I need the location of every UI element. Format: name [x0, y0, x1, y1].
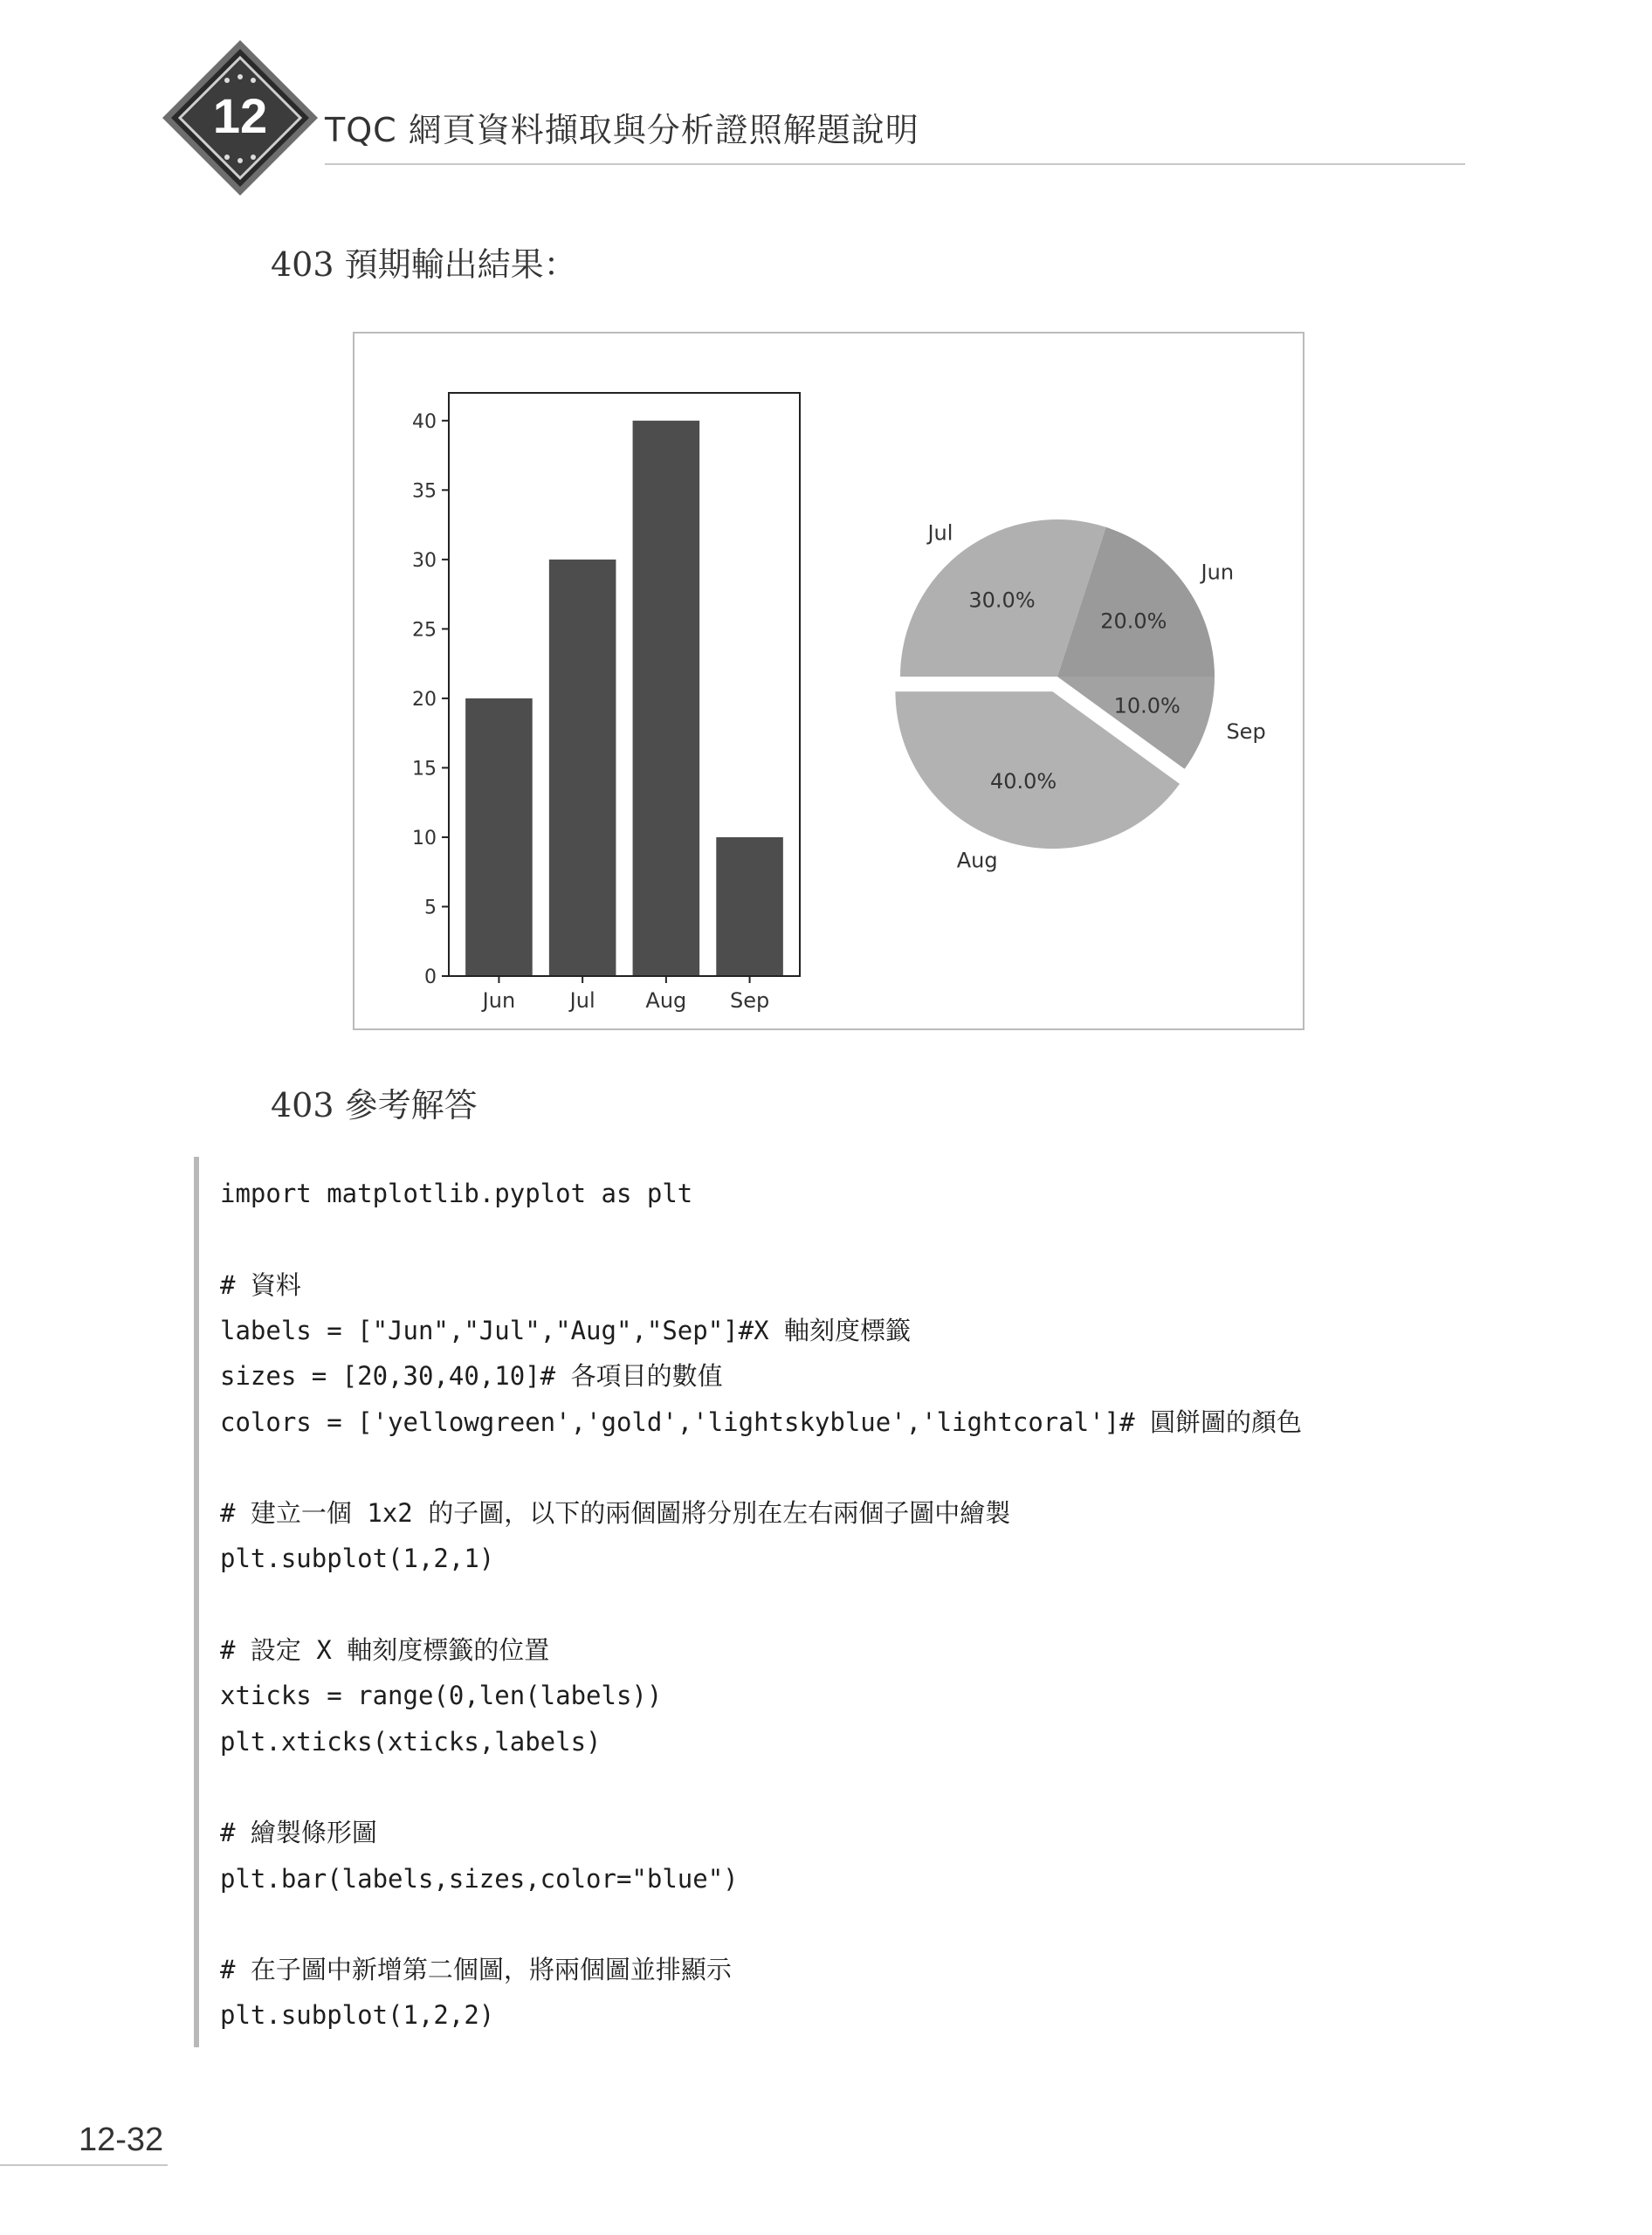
bar: [716, 837, 783, 976]
chapter-number: 12: [212, 88, 268, 143]
pie-label: Sep: [1226, 719, 1266, 744]
bar: [633, 421, 700, 976]
page-header: [0, 0, 1652, 210]
code-line: # 建立一個 1x2 的子圖，以下的兩個圖將分別在左右兩個子圖中繪製: [220, 1498, 1011, 1529]
y-tick-label: 5: [424, 897, 437, 919]
pie-pct-label: 30.0%: [968, 588, 1036, 613]
chapter-badge: [157, 35, 323, 201]
x-tick-label: Sep: [729, 988, 770, 1013]
code-line: # 設定 X 軸刻度標籤的位置: [220, 1635, 550, 1665]
pie-label: Jul: [927, 520, 953, 546]
y-tick-label: 30: [412, 549, 437, 572]
code-line: plt.subplot(1,2,2): [220, 2000, 495, 2031]
y-tick-label: 20: [412, 688, 437, 711]
y-tick-label: 0: [424, 966, 437, 988]
code-line: sizes = [20,30,40,10]# 各項目的數值: [220, 1361, 723, 1392]
pie-label: Jun: [1201, 560, 1235, 585]
y-tick-label: 40: [412, 410, 437, 433]
x-tick-label: Jul: [569, 988, 595, 1013]
bar: [465, 698, 533, 976]
code-block: [194, 1157, 1329, 2047]
page-number: 12-32: [79, 2122, 164, 2158]
pie-pct-label: 40.0%: [989, 768, 1057, 794]
header-rule: [325, 163, 1465, 165]
chart-figure: [353, 332, 1304, 1030]
code-line: # 繪製條形圖: [220, 1818, 377, 1848]
code-line: # 資料: [220, 1269, 301, 1300]
y-tick-label: 15: [412, 758, 437, 781]
pie-label: Aug: [956, 848, 998, 873]
code-line: plt.bar(labels,sizes,color="blue"): [220, 1863, 739, 1894]
code-line: xticks = range(0,len(labels)): [220, 1681, 663, 1711]
y-tick-label: 25: [412, 619, 437, 642]
expected-output-heading: 403 預期輸出結果：: [271, 245, 577, 284]
code-line: plt.subplot(1,2,1): [220, 1544, 495, 1574]
header-title: TQC 網頁資料擷取與分析證照解題說明: [325, 111, 919, 149]
code-line: labels = ["Jun","Jul","Aug","Sep"]#X 軸刻度標籤: [220, 1315, 912, 1345]
code-line: # 在子圖中新增第二個圖，將兩個圖並排顯示: [220, 1955, 732, 1985]
chart-svg: [354, 334, 1306, 1032]
code-line: plt.xticks(xticks,labels): [220, 1726, 602, 1757]
y-tick-label: 35: [412, 480, 437, 503]
footer-rule: [0, 2164, 168, 2166]
pie-pct-label: 10.0%: [1113, 693, 1180, 719]
reference-answer-heading: 403 參考解答: [271, 1086, 478, 1124]
y-tick-label: 10: [412, 827, 437, 849]
x-tick-label: Jun: [482, 988, 516, 1013]
pie-pct-label: 20.0%: [1100, 609, 1167, 634]
x-tick-label: Aug: [645, 988, 687, 1013]
bar: [549, 560, 616, 976]
code-line: import matplotlib.pyplot as plt: [220, 1179, 693, 1208]
code-line: colors = ['yellowgreen','gold','lightskyblue','lightcoral']# 圓餅圖的顏色: [220, 1406, 1303, 1437]
